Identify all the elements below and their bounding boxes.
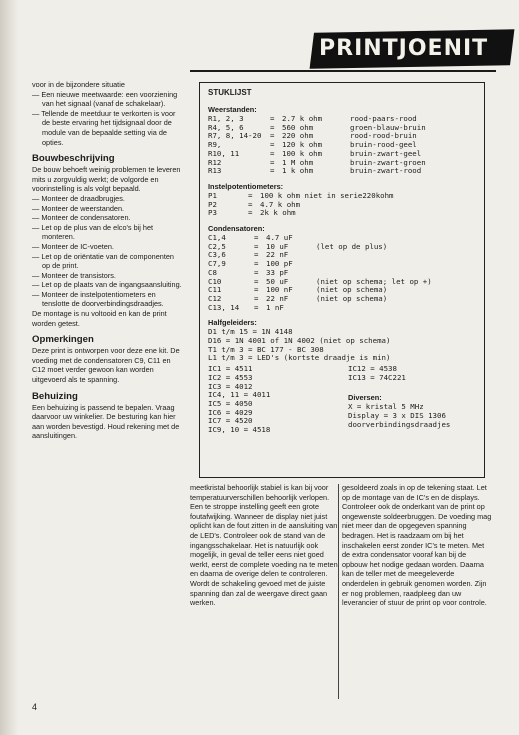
capacitor-row-cell: C13, 14 (208, 303, 240, 312)
capacitor-row-cell: (niet op schema; let op +) (316, 277, 432, 286)
banner-title: PRINTJOENIT (319, 36, 489, 61)
resistor-row-cell: rood-rood-bruin (350, 132, 417, 141)
semiconductor-row-cell: D1 t/m 15 = 1N 4148 (208, 328, 293, 337)
resistor-row-cell: groen-blauw-bruin (350, 123, 426, 132)
ic-row (208, 400, 338, 409)
capacitor-row (208, 286, 478, 295)
pot-row-cell: = (248, 200, 253, 209)
ic-row (208, 426, 338, 435)
ic-list-left (208, 365, 338, 435)
capacitor-row-cell: 1 nF (266, 303, 284, 312)
resistor-row-cell: = (270, 141, 275, 150)
capacitor-row-cell: 33 pF (266, 268, 289, 277)
resistor-row (208, 150, 478, 159)
pot-row (208, 209, 478, 218)
capacitor-row (208, 260, 478, 269)
capacitor-row-cell: = (254, 286, 259, 295)
resistor-row (208, 141, 478, 150)
capacitor-row-cell: 100 nF (266, 286, 293, 295)
right-column (342, 483, 492, 608)
pot-row-cell: = (248, 191, 253, 200)
resistor-row-cell: bruin-zwart-groen (350, 158, 426, 167)
capacitor-row (208, 304, 478, 313)
ic-row-cell: IC5 = 4050 (208, 399, 253, 408)
resistor-row (208, 159, 478, 168)
misc-heading: Diversen: (348, 393, 382, 403)
capacitor-row-cell: = (254, 268, 259, 277)
section-paragraph: De montage is nu voltooid en kan de print worden getest. (32, 309, 167, 328)
resistor-row-cell: 2.7 k ohm (282, 115, 323, 123)
ic-row (348, 374, 478, 383)
resistor-row-cell: 1 k ohm (282, 167, 314, 176)
ic-row (208, 391, 338, 400)
list-item: — Monteer de IC-voeten. (32, 241, 114, 251)
resistor-row-cell: bruin-zwart-geel (350, 149, 422, 158)
ic-row-cell: IC13 = 74C221 (348, 373, 406, 382)
resistor-row-cell: R12 (208, 158, 222, 167)
resistor-row-cell: = (270, 115, 275, 123)
capacitor-row-cell: C11 (208, 286, 222, 295)
resistor-row-cell: R13 (208, 167, 222, 176)
capacitor-row (208, 295, 478, 304)
column-paragraph: gesoldeerd zoals in op de tekening staat. Let op de montage van de IC's en de displays. Controleer ook de onderkant van de print op ongewenste soldeerbruggen. De voeding mag niet meer dan de opgegeven spanning bedragen. Het is raadzaam om bij het inschakelen eerst zonder IC's te meten. Met de extra condensator vooraf kan bij de opbouw het nodige gedaan worden. Daarna kan de teller met de meegeleverde onderdelen in gebruik genomen worden. Zijn er nog problemen, raadpleeg dan uw leverancier of stuur de print op voor controle. (342, 483, 492, 608)
resistor-row (208, 132, 478, 141)
capacitor-row-cell: C1,4 (208, 234, 226, 243)
list-item: — Monteer de draadbrugjes. (32, 193, 125, 203)
capacitor-row-cell: = (254, 294, 259, 303)
capacitor-rows (208, 234, 478, 312)
resistor-row-cell: R1, 2, 3 (208, 115, 244, 123)
pot-row-cell: P2 (208, 200, 217, 209)
resistor-row-cell: 560 ohm (282, 123, 314, 132)
ic-row (208, 374, 338, 383)
list-item: — Monteer de instelpotentiometers en tenslotte de doorverbindingsdraadjes. (32, 289, 164, 309)
pot-row-cell: 4.7 k ohm (260, 200, 301, 209)
semiconductor-row (208, 337, 478, 346)
intro-item: — Tellende de meetduur te verkorten is voor de beste ervaring het tijdsignaal door de module van de bepaalde setting via de opties. (32, 108, 176, 147)
list-item: — Monteer de weerstanden. (32, 203, 125, 213)
misc-row (348, 403, 480, 412)
ic-row (208, 409, 338, 418)
section-paragraph: Deze print is ontworpen voor deze ene kit. De voeding met de condensatoren C9, C11 en C12 moet verder gewoon kan worden uitgevoerd als te spanning. (32, 346, 180, 385)
semiconductor-row-cell: T1 t/m 3 = BC 177 - BC 308 (208, 345, 324, 354)
semiconductor-row (208, 328, 478, 337)
capacitor-row-cell: C8 (208, 268, 217, 277)
semiconductor-row-cell: D16 = 1N 4001 of 1N 4002 (niet op schema) (208, 337, 391, 346)
ic-row (208, 365, 338, 374)
resistor-row-cell: = (270, 132, 275, 141)
capacitor-row-cell: = (254, 242, 259, 251)
ic-row-cell: IC4, 11 = 4011 (208, 391, 271, 400)
parts-list-box (199, 82, 485, 478)
ic-row-cell: IC6 = 4029 (208, 408, 253, 417)
capacitor-row (208, 243, 478, 252)
ic-row (208, 383, 338, 392)
ic-row (208, 417, 338, 426)
resistor-row-cell: = (270, 167, 275, 176)
misc-row (348, 412, 480, 421)
ic-row-cell: IC2 = 4553 (208, 373, 253, 382)
list-item: — Let op de plaats van de ingangsaansluiting. (32, 280, 182, 290)
capacitor-row-cell: = (254, 251, 259, 260)
capacitor-row-cell: = (254, 260, 259, 269)
ic-row-cell: IC12 = 4538 (348, 365, 397, 374)
resistor-row-cell: bruin-zwart-rood (350, 167, 422, 176)
misc-row-cell: X = kristal 5 MHz (348, 403, 424, 412)
left-column (32, 80, 182, 441)
resistor-row-cell: 100 k ohm (282, 149, 323, 158)
resistor-rows (208, 115, 478, 176)
capacitor-row-cell: (let op de plus) (316, 242, 388, 251)
capacitor-row-cell: (niet op schema) (316, 286, 388, 295)
ic-row (348, 365, 478, 374)
section-paragraph: Een behuizing is passend te bepalen. Vraag daarvoor uw winkelier. De besturing kan hier aan worden bevestigd. Houd rekening met de aansluitingen. (32, 402, 180, 441)
column-paragraph: meetkristal behoorlijk stabiel is kan bij voor temperatuurverschillen behoorlijk verlopen. Een te stroppe instelling geeft een grote foutafwijking. Wanneer de display niet juist oplicht kan de fout zitten in de aansluiting van de LED's. Controleer ook de stand van de ingangsschakelaar. Het is natuurlijk ook mogelijk, in geval de teller eens niet goed werkt, eerst de complete voeding na te meten en daarna de overige delen te controleren. Wordt de schakeling gevoed met de juiste spanning dan zal de weergave direct gaan werken. (190, 483, 338, 608)
resistor-row-cell: rood-paars-rood (350, 115, 417, 123)
pot-row-cell: 2k k ohm (260, 209, 296, 218)
section-heading: Opmerkingen (32, 334, 94, 346)
misc-row (348, 421, 480, 430)
semis-heading: Halfgeleiders: (208, 318, 257, 328)
list-item: — Let op de plus van de elco's bij het monteren. (32, 222, 154, 242)
ic-list-right (348, 365, 478, 382)
pot-rows (208, 192, 478, 218)
resistor-row-cell: bruin-rood-geel (350, 141, 417, 150)
resistor-row (208, 115, 478, 124)
ic-row-cell: IC9, 10 = 4518 (208, 426, 271, 435)
pot-row-cell: 100 k ohm niet in serie (260, 191, 363, 200)
binding-shadow (0, 0, 18, 735)
section-heading: Behuizing (32, 390, 78, 402)
misc-rows (348, 403, 480, 429)
resistor-row-cell: = (270, 158, 275, 167)
resistor-row-cell: 120 k ohm (282, 141, 323, 150)
resistor-row-cell: 220 ohm (282, 132, 314, 141)
capacitor-row-cell: 4.7 uF (266, 234, 293, 243)
capacitor-row-cell: 10 uF (266, 242, 289, 251)
resistor-row-cell: = (270, 123, 275, 132)
capacitor-row (208, 278, 478, 287)
capacitor-row (208, 269, 478, 278)
pot-row-cell: 220kohm (362, 191, 394, 200)
intro-line: voor in de bijzondere situatie (32, 80, 125, 89)
resistor-row (208, 167, 478, 176)
pot-row (208, 201, 478, 210)
ic-block (208, 365, 478, 445)
resistor-row-cell: R10, 11 (208, 149, 240, 158)
resistor-row-cell: R4, 5, 6 (208, 123, 244, 132)
capacitor-row-cell: = (254, 303, 259, 312)
ic-row-cell: IC1 = 4511 (208, 365, 253, 374)
pot-row-cell: P3 (208, 209, 217, 218)
list-item: — Let op de oriëntatie van de componenten op de print. (32, 251, 174, 271)
capacitor-row (208, 234, 478, 243)
capacitor-row-cell: 50 uF (266, 277, 289, 286)
capacitor-row-cell: C12 (208, 294, 222, 303)
capacitor-row-cell: C10 (208, 277, 222, 286)
list-item: — Monteer de condensatoren. (32, 213, 131, 223)
pots-heading: Instelpotentiometers: (208, 181, 284, 191)
pot-row-cell: = (248, 209, 253, 218)
capacitor-row-cell: C2,5 (208, 242, 226, 251)
pot-row (208, 192, 478, 201)
capacitor-row-cell: = (254, 277, 259, 286)
resistors-heading: Weerstanden: (208, 105, 257, 114)
capacitor-row-cell: C7,9 (208, 260, 226, 269)
semiconductor-rows (208, 328, 478, 363)
semiconductor-row-cell: L1 t/m 3 = LED's (kortste draadje is min) (208, 354, 391, 363)
middle-column (190, 483, 340, 608)
capacitor-row-cell: 22 nF (266, 294, 289, 303)
pot-row-cell: P1 (208, 191, 217, 200)
misc-row-cell: Display = 3 x DIS 1306 (348, 411, 446, 420)
capacitor-row (208, 251, 478, 260)
semiconductor-row (208, 346, 478, 355)
ic-row-cell: IC3 = 4012 (208, 382, 253, 391)
capacitors-heading: Condensatoren: (208, 224, 265, 234)
header-rule (190, 70, 496, 72)
ic-row-cell: IC7 = 4520 (208, 417, 253, 426)
misc-row-cell: doorverbindingsdraadjes (348, 420, 451, 429)
capacitor-row-cell: = (254, 234, 259, 243)
capacitor-row-cell: 100 pF (266, 260, 293, 269)
section-heading: Bouwbeschrijving (32, 153, 115, 165)
resistor-row-cell: 1 M ohm (282, 158, 314, 167)
resistor-row-cell: = (270, 149, 275, 158)
capacitor-row-cell: (niet op schema) (316, 294, 388, 303)
capacitor-row-cell: 22 nF (266, 251, 289, 260)
resistor-row-cell: R9, (208, 141, 222, 150)
page-number: 4 (32, 702, 38, 712)
intro-item: — Een nieuwe meetwaarde: een voorziening van het signaal (vanaf de schakelaar). (32, 89, 178, 109)
resistor-row (208, 124, 478, 133)
parts-list-title: STUKLIJST (208, 88, 252, 97)
section-paragraph: De bouw behoeft weinig problemen te leveren mits u zorgvuldig werkt; de volgorde en voorinstelling is als volgt bepaald. (32, 165, 181, 194)
semiconductor-row (208, 354, 478, 363)
capacitor-row-cell: C3,6 (208, 251, 226, 260)
list-item: — Monteer de transistors. (32, 270, 116, 280)
resistor-row-cell: R7, 8, 14-20 (208, 132, 262, 141)
